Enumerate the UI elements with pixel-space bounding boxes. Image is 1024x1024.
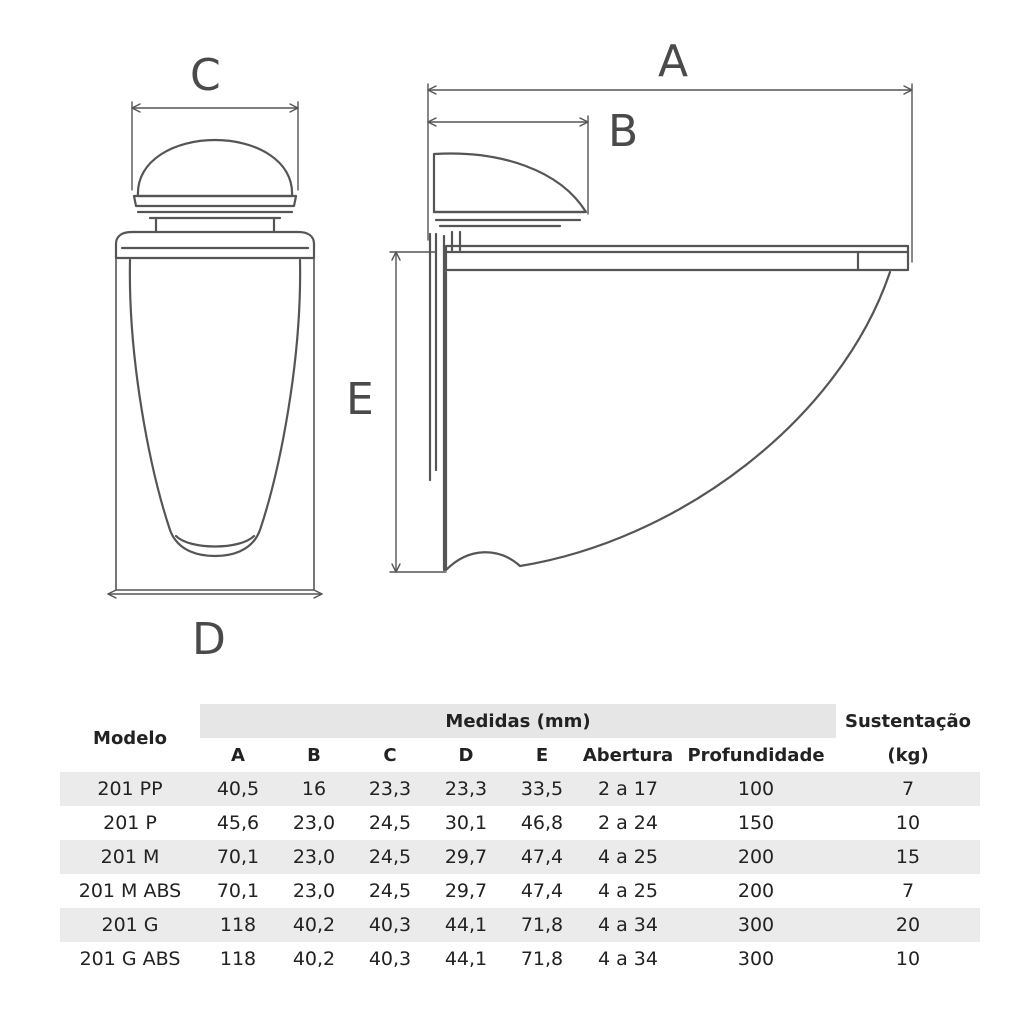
table-cell: 7 (901, 880, 915, 902)
col-header-profundidade: Profundidade (687, 744, 825, 766)
table-cell: 4 a 25 (598, 880, 658, 902)
table-cell: 2 a 24 (598, 812, 658, 834)
dim-label-e: E (346, 374, 374, 425)
table-cell: 44,1 (444, 948, 488, 970)
table-cell: 20 (836, 908, 980, 942)
table-row (60, 840, 980, 874)
table-cell: 16 (276, 772, 352, 806)
table-row (60, 772, 980, 806)
table-cell: 200 (737, 880, 775, 902)
model-cell: 201 G (60, 908, 200, 942)
table-cell: 71,8 (504, 908, 580, 942)
table-cell: 24,5 (368, 812, 412, 834)
model-cell: 201 P (103, 812, 157, 834)
table-cell: 23,0 (292, 812, 336, 834)
table-row (60, 874, 980, 908)
table-cell: 300 (737, 948, 775, 970)
table-cell: 40,3 (352, 908, 428, 942)
table-cell: 24,5 (368, 880, 412, 902)
dim-label-d: D (192, 614, 226, 665)
table-cell: 15 (836, 840, 980, 874)
table-cell: 30,1 (444, 812, 488, 834)
table-cell: 10 (895, 812, 921, 834)
table-cell: 100 (676, 772, 836, 806)
table-cell: 47,4 (504, 840, 580, 874)
col-header-b: B (307, 744, 321, 766)
table-cell: 4 a 34 (598, 948, 658, 970)
model-header: Modelo (93, 727, 167, 749)
front-view (108, 102, 322, 598)
spec-table (60, 704, 980, 976)
col-header-d: D (458, 744, 474, 766)
table-cell: 70,1 (216, 880, 260, 902)
measures-header: Medidas (mm) (200, 704, 836, 738)
table-cell: 10 (895, 948, 921, 970)
model-cell: 201 M ABS (78, 880, 182, 902)
table-cell: 45,6 (216, 812, 260, 834)
table-cell: 23,0 (292, 880, 336, 902)
table-cell: 44,1 (428, 908, 504, 942)
table-cell: 40,3 (368, 948, 412, 970)
spec-table-body (60, 772, 980, 976)
table-cell: 46,8 (520, 812, 564, 834)
table-cell: 23,3 (352, 772, 428, 806)
side-view (390, 84, 912, 572)
col-header-c: C (383, 744, 397, 766)
table-cell: 70,1 (200, 840, 276, 874)
model-cell: 201 G ABS (79, 948, 181, 970)
table-cell: 118 (219, 948, 257, 970)
table-cell: 47,4 (520, 880, 564, 902)
table-cell: 4 a 34 (580, 908, 676, 942)
table-cell: 71,8 (520, 948, 564, 970)
table-cell: 7 (836, 772, 980, 806)
table-cell: 118 (200, 908, 276, 942)
col-header-e: E (535, 744, 549, 766)
table-row (60, 806, 980, 840)
table-cell: 40,2 (276, 908, 352, 942)
table-cell: 200 (676, 840, 836, 874)
model-cell: 201 M (60, 840, 200, 874)
col-header-abertura: Abertura (582, 744, 674, 766)
dim-label-c: C (190, 50, 221, 101)
col-header-a: A (231, 744, 245, 766)
table-cell: 150 (737, 812, 775, 834)
load-header: Sustentação (844, 710, 972, 732)
table-cell: 33,5 (504, 772, 580, 806)
table-row (60, 942, 980, 976)
load-unit-header: (kg) (887, 744, 929, 766)
model-cell: 201 PP (60, 772, 200, 806)
table-row (60, 908, 980, 942)
table-cell: 29,7 (444, 880, 488, 902)
table-cell: 300 (676, 908, 836, 942)
dim-label-b: B (608, 106, 639, 157)
table-cell: 23,3 (428, 772, 504, 806)
dim-label-a: A (658, 36, 689, 87)
table-cell: 40,2 (292, 948, 336, 970)
table-cell: 2 a 17 (580, 772, 676, 806)
table-cell: 24,5 (352, 840, 428, 874)
table-cell: 23,0 (276, 840, 352, 874)
table-cell: 4 a 25 (580, 840, 676, 874)
table-cell: 40,5 (200, 772, 276, 806)
table-cell: 29,7 (428, 840, 504, 874)
